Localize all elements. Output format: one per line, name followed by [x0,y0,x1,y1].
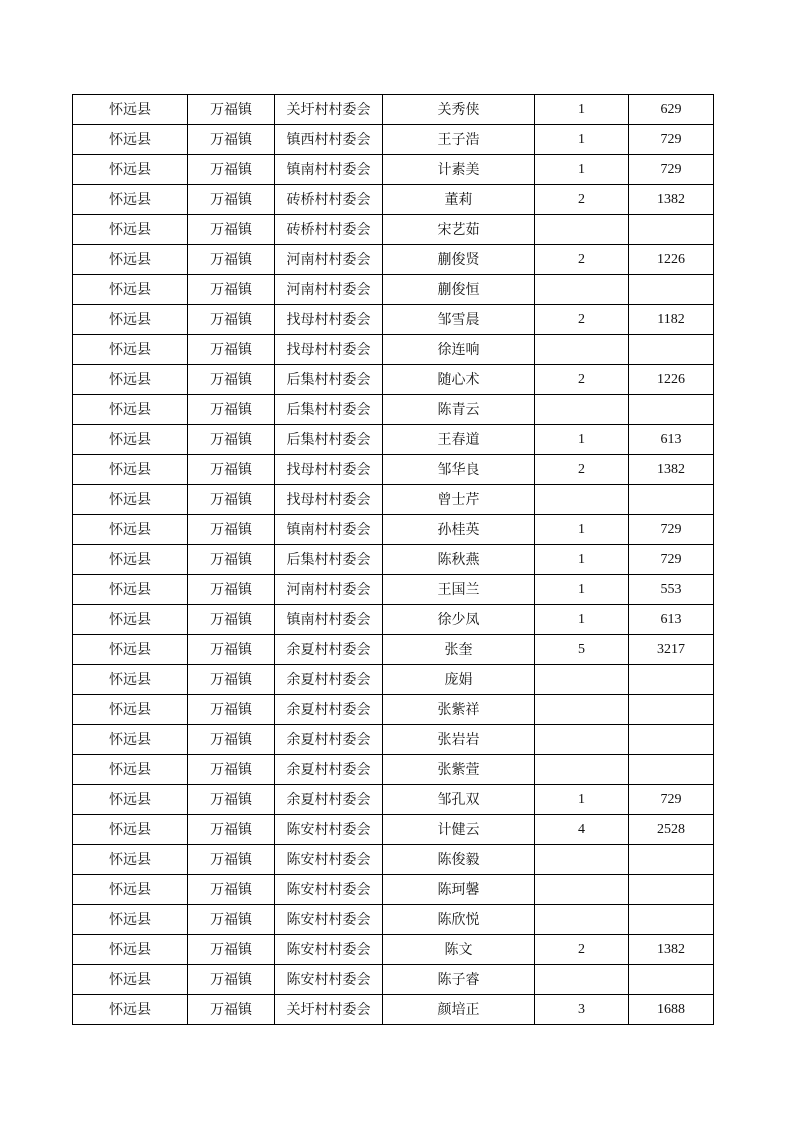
amount-cell [629,215,714,245]
town-cell: 万福镇 [188,95,275,125]
town-cell: 万福镇 [188,425,275,455]
town-cell: 万福镇 [188,935,275,965]
amount-cell: 1382 [629,455,714,485]
amount-cell [629,905,714,935]
count-cell [535,275,629,305]
amount-cell: 3217 [629,635,714,665]
town-cell: 万福镇 [188,815,275,845]
count-cell [535,665,629,695]
name-cell: 曾士芹 [383,485,535,515]
village-cell: 镇南村村委会 [275,155,383,185]
table-row [73,845,714,875]
county-cell: 怀远县 [73,545,188,575]
table-row [73,605,714,635]
town-cell: 万福镇 [188,965,275,995]
town-cell: 万福镇 [188,365,275,395]
table-row [73,875,714,905]
town-cell: 万福镇 [188,695,275,725]
amount-cell: 1382 [629,935,714,965]
county-cell: 怀远县 [73,455,188,485]
village-cell: 后集村村委会 [275,545,383,575]
county-cell: 怀远县 [73,305,188,335]
table-row [73,455,714,485]
name-cell: 随心术 [383,365,535,395]
table-row [73,905,714,935]
county-cell: 怀远县 [73,965,188,995]
count-cell: 1 [535,95,629,125]
count-cell: 1 [535,515,629,545]
table-row [73,635,714,665]
amount-cell [629,275,714,305]
amount-cell [629,965,714,995]
town-cell: 万福镇 [188,215,275,245]
county-cell: 怀远县 [73,215,188,245]
amount-cell [629,665,714,695]
name-cell: 邹雪晨 [383,305,535,335]
village-cell: 余夏村村委会 [275,725,383,755]
town-cell: 万福镇 [188,755,275,785]
amount-cell: 613 [629,605,714,635]
county-cell: 怀远县 [73,635,188,665]
name-cell: 陈珂馨 [383,875,535,905]
count-cell: 1 [535,155,629,185]
table-row [73,305,714,335]
amount-cell: 729 [629,785,714,815]
count-cell [535,335,629,365]
town-cell: 万福镇 [188,995,275,1025]
county-cell: 怀远县 [73,575,188,605]
count-cell: 1 [535,425,629,455]
county-cell: 怀远县 [73,275,188,305]
name-cell: 宋艺茹 [383,215,535,245]
town-cell: 万福镇 [188,485,275,515]
table-row [73,425,714,455]
count-cell: 2 [535,455,629,485]
table-row [73,965,714,995]
village-cell: 镇西村村委会 [275,125,383,155]
amount-cell: 613 [629,425,714,455]
town-cell: 万福镇 [188,185,275,215]
county-cell: 怀远县 [73,755,188,785]
village-cell: 关圩村村委会 [275,95,383,125]
amount-cell [629,845,714,875]
count-cell: 1 [535,125,629,155]
table-row [73,125,714,155]
count-cell: 1 [535,605,629,635]
amount-cell: 1226 [629,245,714,275]
village-cell: 后集村村委会 [275,425,383,455]
table-row [73,185,714,215]
county-cell: 怀远县 [73,335,188,365]
village-cell: 陈安村村委会 [275,815,383,845]
count-cell [535,845,629,875]
name-cell: 计健云 [383,815,535,845]
county-cell: 怀远县 [73,245,188,275]
county-cell: 怀远县 [73,935,188,965]
village-cell: 镇南村村委会 [275,515,383,545]
town-cell: 万福镇 [188,635,275,665]
count-cell: 1 [535,545,629,575]
count-cell: 4 [535,815,629,845]
town-cell: 万福镇 [188,575,275,605]
county-cell: 怀远县 [73,665,188,695]
county-cell: 怀远县 [73,485,188,515]
village-cell: 河南村村委会 [275,275,383,305]
name-cell: 张紫祥 [383,695,535,725]
county-cell: 怀远县 [73,605,188,635]
table-row [73,335,714,365]
table-row [73,995,714,1025]
village-cell: 关圩村村委会 [275,995,383,1025]
name-cell: 关秀侠 [383,95,535,125]
roster-table [72,94,714,1025]
table-row [73,755,714,785]
town-cell: 万福镇 [188,275,275,305]
count-cell [535,485,629,515]
table-row [73,95,714,125]
count-cell [535,965,629,995]
town-cell: 万福镇 [188,335,275,365]
amount-cell [629,695,714,725]
table-row [73,395,714,425]
county-cell: 怀远县 [73,905,188,935]
table-row [73,245,714,275]
village-cell: 河南村村委会 [275,245,383,275]
village-cell: 余夏村村委会 [275,755,383,785]
table-row [73,785,714,815]
count-cell [535,395,629,425]
count-cell [535,755,629,785]
count-cell [535,875,629,905]
town-cell: 万福镇 [188,455,275,485]
table-row [73,695,714,725]
county-cell: 怀远县 [73,425,188,455]
town-cell: 万福镇 [188,245,275,275]
name-cell: 董莉 [383,185,535,215]
town-cell: 万福镇 [188,125,275,155]
town-cell: 万福镇 [188,665,275,695]
table-row [73,515,714,545]
village-cell: 余夏村村委会 [275,635,383,665]
amount-cell: 2528 [629,815,714,845]
town-cell: 万福镇 [188,875,275,905]
amount-cell: 729 [629,545,714,575]
amount-cell: 1688 [629,995,714,1025]
name-cell: 陈俊毅 [383,845,535,875]
name-cell: 王春道 [383,425,535,455]
table-row [73,215,714,245]
town-cell: 万福镇 [188,785,275,815]
village-cell: 陈安村村委会 [275,965,383,995]
name-cell: 张岩岩 [383,725,535,755]
amount-cell: 553 [629,575,714,605]
village-cell: 陈安村村委会 [275,875,383,905]
table-row [73,485,714,515]
amount-cell: 729 [629,125,714,155]
county-cell: 怀远县 [73,785,188,815]
name-cell: 陈秋燕 [383,545,535,575]
town-cell: 万福镇 [188,845,275,875]
amount-cell: 729 [629,155,714,185]
village-cell: 河南村村委会 [275,575,383,605]
name-cell: 邹孔双 [383,785,535,815]
town-cell: 万福镇 [188,905,275,935]
name-cell: 计素美 [383,155,535,185]
county-cell: 怀远县 [73,395,188,425]
table-row [73,815,714,845]
name-cell: 庞娟 [383,665,535,695]
amount-cell [629,755,714,785]
count-cell [535,215,629,245]
name-cell: 邹华良 [383,455,535,485]
amount-cell [629,875,714,905]
count-cell: 2 [535,305,629,335]
village-cell: 镇南村村委会 [275,605,383,635]
name-cell: 蒯俊恒 [383,275,535,305]
table-row [73,275,714,305]
county-cell: 怀远县 [73,125,188,155]
count-cell [535,695,629,725]
town-cell: 万福镇 [188,305,275,335]
name-cell: 徐连响 [383,335,535,365]
village-cell: 找母村村委会 [275,305,383,335]
town-cell: 万福镇 [188,725,275,755]
village-cell: 砖桥村村委会 [275,215,383,245]
amount-cell [629,395,714,425]
name-cell: 陈青云 [383,395,535,425]
count-cell: 3 [535,995,629,1025]
name-cell: 蒯俊贤 [383,245,535,275]
town-cell: 万福镇 [188,395,275,425]
amount-cell [629,725,714,755]
roster-table-body [73,95,714,1025]
amount-cell [629,335,714,365]
village-cell: 陈安村村委会 [275,905,383,935]
amount-cell: 629 [629,95,714,125]
village-cell: 陈安村村委会 [275,935,383,965]
town-cell: 万福镇 [188,515,275,545]
village-cell: 陈安村村委会 [275,845,383,875]
table-row [73,545,714,575]
village-cell: 余夏村村委会 [275,665,383,695]
village-cell: 找母村村委会 [275,455,383,485]
name-cell: 王国兰 [383,575,535,605]
name-cell: 陈文 [383,935,535,965]
town-cell: 万福镇 [188,155,275,185]
amount-cell: 1226 [629,365,714,395]
count-cell: 5 [535,635,629,665]
count-cell [535,905,629,935]
county-cell: 怀远县 [73,185,188,215]
town-cell: 万福镇 [188,605,275,635]
table-row [73,665,714,695]
table-row [73,575,714,605]
count-cell: 2 [535,935,629,965]
name-cell: 陈欣悦 [383,905,535,935]
count-cell: 2 [535,365,629,395]
amount-cell: 1382 [629,185,714,215]
village-cell: 找母村村委会 [275,335,383,365]
name-cell: 徐少凤 [383,605,535,635]
county-cell: 怀远县 [73,815,188,845]
county-cell: 怀远县 [73,515,188,545]
table-row [73,935,714,965]
count-cell: 1 [535,785,629,815]
village-cell: 后集村村委会 [275,395,383,425]
count-cell: 2 [535,245,629,275]
county-cell: 怀远县 [73,155,188,185]
name-cell: 张紫萱 [383,755,535,785]
amount-cell: 1182 [629,305,714,335]
name-cell: 王子浩 [383,125,535,155]
amount-cell [629,485,714,515]
town-cell: 万福镇 [188,545,275,575]
village-cell: 后集村村委会 [275,365,383,395]
county-cell: 怀远县 [73,845,188,875]
village-cell: 砖桥村村委会 [275,185,383,215]
county-cell: 怀远县 [73,875,188,905]
table-row [73,365,714,395]
name-cell: 孙桂英 [383,515,535,545]
table-row [73,725,714,755]
name-cell: 颜培正 [383,995,535,1025]
county-cell: 怀远县 [73,725,188,755]
amount-cell: 729 [629,515,714,545]
county-cell: 怀远县 [73,995,188,1025]
county-cell: 怀远县 [73,365,188,395]
village-cell: 找母村村委会 [275,485,383,515]
count-cell: 1 [535,575,629,605]
village-cell: 余夏村村委会 [275,785,383,815]
county-cell: 怀远县 [73,95,188,125]
name-cell: 张奎 [383,635,535,665]
count-cell: 2 [535,185,629,215]
village-cell: 余夏村村委会 [275,695,383,725]
county-cell: 怀远县 [73,695,188,725]
count-cell [535,725,629,755]
name-cell: 陈子睿 [383,965,535,995]
table-row [73,155,714,185]
